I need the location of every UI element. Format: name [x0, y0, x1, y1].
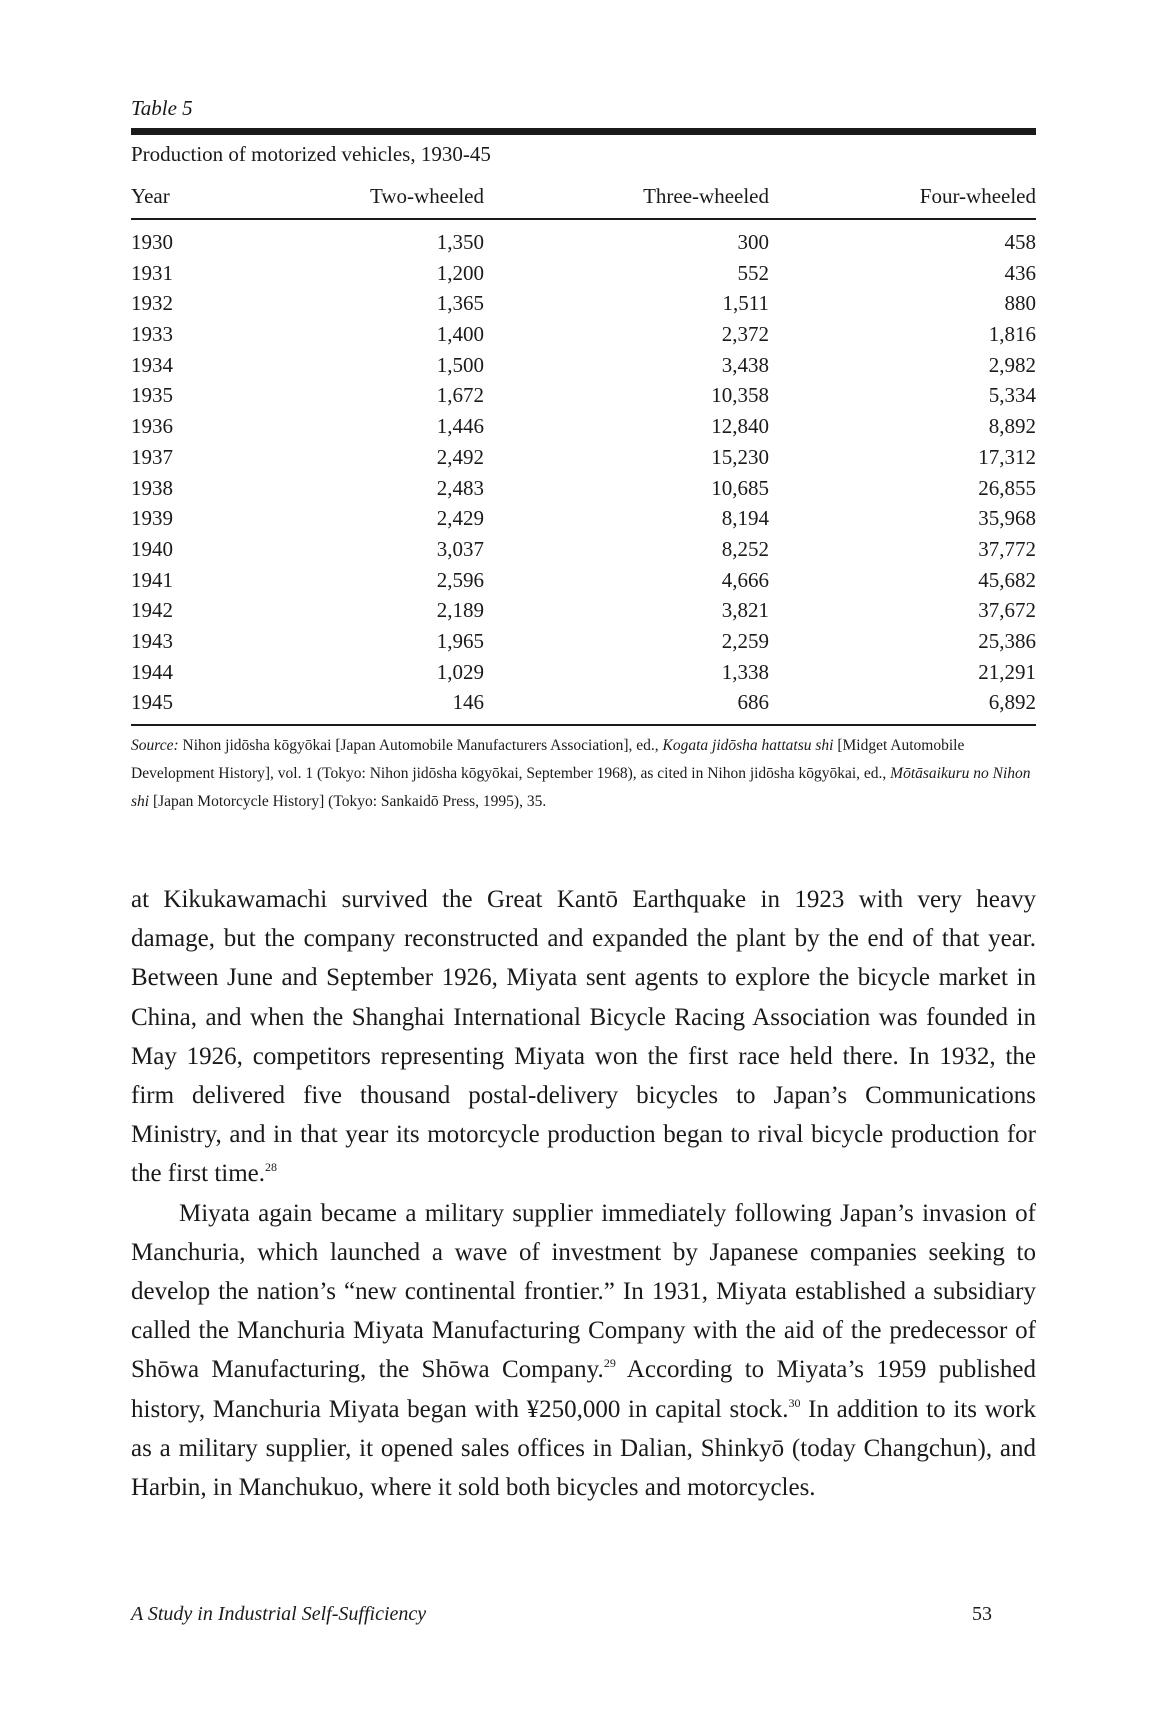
- footnote-ref-28[interactable]: 28: [265, 1160, 277, 1175]
- cell-two-wheeled: 1,400: [436, 322, 484, 347]
- cell-three-wheeled: 3,821: [721, 598, 769, 623]
- cell-three-wheeled: 12,840: [711, 414, 769, 439]
- table-row: [131, 381, 1036, 412]
- cell-year: 1936: [131, 414, 173, 439]
- table-row: [131, 320, 1036, 351]
- table-row: [131, 688, 1036, 719]
- cell-four-wheeled: 26,855: [978, 475, 1036, 500]
- source-text: [Japan Motorcycle History] (Tokyo: Sankaidō Press, 1995), 35.: [149, 793, 547, 810]
- cell-four-wheeled: 21,291: [978, 659, 1036, 684]
- table-row: [131, 627, 1036, 658]
- table-row: [131, 504, 1036, 535]
- page-number: 53: [972, 1603, 992, 1625]
- source-text: Nihon jidōsha kōgyōkai [Japan Automobile Manufacturers Association], ed.,: [178, 737, 663, 754]
- table-title: Production of motorized vehicles, 1930-45: [131, 142, 491, 166]
- table-header-rule: [131, 218, 1036, 220]
- cell-four-wheeled: 1,816: [988, 322, 1036, 347]
- cell-year: 1933: [131, 322, 173, 347]
- table-row: [131, 289, 1036, 320]
- paragraph: at Kikukawamachi survived the Great Kantō Earthquake in 1923 with very heavy damage, but the company reconstructed and expanded the plant by the end of that year. Between June and September 1926, Miyata sent agents to explore the bicycle market in China, and when the Shanghai International Bicycle Racing Association was founded in May 1926, competitors representing Miyata won the first race held there. In 1932, the firm delivered five thousand postal-delivery bicycles to Japan’s Communications Ministry, and in that year its motorcycle production began to rival bicycle production for the first time.$^{28}$: [131, 886, 1036, 1188]
- cell-three-wheeled: 10,685: [711, 475, 769, 500]
- cell-three-wheeled: 4,666: [721, 567, 769, 592]
- cell-year: 1942: [131, 598, 173, 623]
- cell-year: 1945: [131, 690, 173, 715]
- cell-two-wheeled: 1,672: [436, 383, 484, 408]
- header-two-wheeled: Two-wheeled: [370, 184, 484, 208]
- cell-three-wheeled: 3,438: [721, 352, 769, 377]
- cell-three-wheeled: 8,252: [721, 536, 769, 561]
- cell-year: 1934: [131, 352, 173, 377]
- cell-two-wheeled: 2,483: [436, 475, 484, 500]
- cell-four-wheeled: 37,672: [978, 598, 1036, 623]
- table-row: [131, 658, 1036, 689]
- cell-year: 1939: [131, 506, 173, 531]
- footnote-ref-30[interactable]: 30: [788, 1395, 801, 1410]
- cell-year: 1937: [131, 444, 173, 469]
- table-body: [131, 228, 1036, 719]
- cell-two-wheeled: 1,446: [436, 414, 484, 439]
- table-source-note: [131, 732, 1036, 816]
- cell-two-wheeled: 1,029: [436, 659, 484, 684]
- cell-four-wheeled: 25,386: [978, 628, 1036, 653]
- source-book-title: Mōtāsaikuru no Nihon shi: [131, 765, 1031, 810]
- cell-three-wheeled: 300: [737, 230, 769, 254]
- paragraph: Miyata again became a military supplier immediately following Japan’s invasion of Manchuria, which launched a wave of investment by Japanese companies seeking to develop the nation’s “new continental frontier.” In 1931, Miyata established a subsidiary called the Manchuria Miyata Manufacturing Company with the aid of the predecessor of Shōwa Manufacturing, the Shōwa Company.$^{29}$ According to Miyata’s 1959 published history, Manchuria Miyata began with ¥250,000 in capital stock.$^{30}$ In addition to its work as a military supplier, it opened sales offices in Dalian, Shinkyō (today Changchun), and Harbin, in Manchukuo, where it sold both bicycles and motorcycles.: [131, 1199, 1036, 1502]
- cell-four-wheeled: 35,968: [978, 506, 1036, 531]
- running-title: A Study in Industrial Self-Sufficiency: [131, 1603, 427, 1625]
- cell-four-wheeled: 6,892: [988, 690, 1036, 715]
- cell-three-wheeled: 686: [737, 690, 769, 715]
- cell-four-wheeled: 2,982: [988, 352, 1036, 377]
- cell-three-wheeled: 1,338: [721, 659, 769, 684]
- cell-two-wheeled: 2,429: [436, 506, 484, 531]
- table-bottom-rule: [131, 724, 1036, 726]
- cell-four-wheeled: 5,334: [988, 383, 1036, 408]
- table-row: [131, 228, 1036, 259]
- cell-four-wheeled: 458: [1004, 230, 1036, 254]
- table-header-row: [131, 184, 1036, 212]
- source-text: [Midget Automobile Development History], vol. 1 (Tokyo: Nihon jidōsha kōgyōkai, September 1968), as cited in Nihon jidōsha kōgyōkai, ed.,: [131, 737, 965, 782]
- cell-year: 1931: [131, 260, 173, 285]
- cell-year: 1938: [131, 475, 173, 500]
- cell-two-wheeled: 1,350: [436, 230, 484, 254]
- cell-four-wheeled: 8,892: [988, 414, 1036, 439]
- cell-three-wheeled: 15,230: [711, 444, 769, 469]
- cell-two-wheeled: 3,037: [436, 536, 484, 561]
- cell-four-wheeled: 37,772: [978, 536, 1036, 561]
- cell-three-wheeled: 10,358: [711, 383, 769, 408]
- cell-three-wheeled: 1,511: [722, 291, 769, 316]
- cell-two-wheeled: 2,189: [436, 598, 484, 623]
- cell-two-wheeled: 1,365: [436, 291, 484, 316]
- body-text: [131, 880, 1036, 1507]
- cell-year: 1935: [131, 383, 173, 408]
- table-row: [131, 596, 1036, 627]
- cell-four-wheeled: 17,312: [978, 444, 1036, 469]
- table-row: [131, 566, 1036, 597]
- table-row: [131, 412, 1036, 443]
- cell-four-wheeled: 436: [1004, 260, 1036, 285]
- header-year: Year: [131, 184, 170, 208]
- cell-year: 1930: [131, 230, 173, 254]
- cell-two-wheeled: 2,492: [436, 444, 484, 469]
- cell-four-wheeled: 45,682: [978, 567, 1036, 592]
- cell-two-wheeled: 1,965: [436, 628, 484, 653]
- cell-two-wheeled: 1,200: [436, 260, 484, 285]
- cell-three-wheeled: 552: [737, 260, 769, 285]
- table-row: [131, 351, 1036, 382]
- table-row: [131, 443, 1036, 474]
- cell-year: 1932: [131, 291, 173, 316]
- cell-year: 1943: [131, 628, 173, 653]
- cell-four-wheeled: 880: [1004, 291, 1036, 316]
- header-three-wheeled: Three-wheeled: [643, 184, 769, 208]
- cell-two-wheeled: 2,596: [436, 567, 484, 592]
- cell-three-wheeled: 8,194: [721, 506, 769, 531]
- header-four-wheeled: Four-wheeled: [919, 184, 1036, 208]
- table-row: [131, 535, 1036, 566]
- cell-two-wheeled: 1,500: [436, 352, 484, 377]
- table-top-rule: [131, 128, 1036, 135]
- cell-year: 1944: [131, 659, 173, 684]
- cell-two-wheeled: 146: [452, 690, 484, 715]
- table-label: Table 5: [131, 96, 193, 120]
- cell-year: 1940: [131, 536, 173, 561]
- footnote-ref-29[interactable]: 29: [603, 1356, 616, 1371]
- table-row: [131, 259, 1036, 290]
- table-row: [131, 474, 1036, 505]
- source-book-title: Kogata jidōsha hattatsu shi: [662, 737, 834, 754]
- cell-three-wheeled: 2,372: [721, 322, 769, 347]
- source-label: Source:: [131, 737, 179, 754]
- cell-year: 1941: [131, 567, 173, 592]
- cell-three-wheeled: 2,259: [721, 628, 769, 653]
